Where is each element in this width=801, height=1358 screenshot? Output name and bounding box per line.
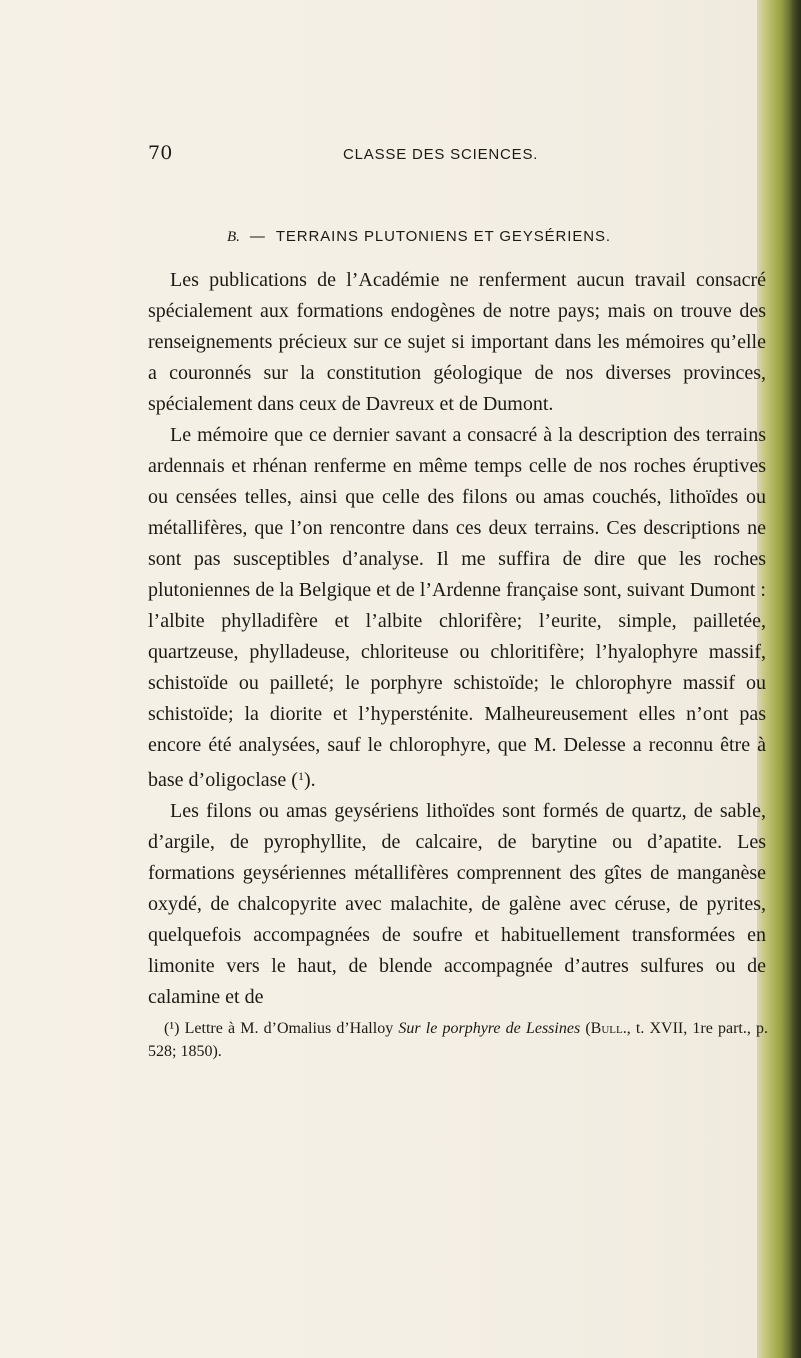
footnote-marker: (¹) (164, 1020, 180, 1037)
paragraph-2-end: ). (303, 769, 316, 791)
paragraph-2 (148, 420, 766, 796)
section-heading: TERRAINS PLUTONIENS ET GEYSÉRIENS. (275, 228, 611, 245)
section-title (227, 228, 747, 246)
body-text (148, 265, 766, 1013)
footnote (148, 1017, 768, 1063)
running-head: CLASSE DES SCIENCES. (343, 146, 539, 163)
paragraph-1: Les publications de l’Académie ne renferment aucun travail consacré spécialement aux formations endogènes de notre pays; mais on trouve des renseignements précieux sur ce sujet si important dans les mémoires qu’elle a couronnés sur la constitution géologique de nos diverses provinces, spécialement dans ceux de Davreux et de Dumont. (148, 269, 766, 415)
page-header (148, 142, 758, 166)
footnote-reference: 1 (297, 769, 304, 783)
paragraph-3: Les filons ou amas geysériens lithoïdes sont formés de quartz, de sable, d’argile, de pyrophyllite, de calcaire, de barytine ou d’apatite. Les formations geysériennes métallifères comprennent des gîtes de manganèse oxydé, de chalcopyrite avec malachite, de galène avec céruse, de pyrites, quelquefois accompagnées de soufre et habituellement transformées en limonite vers le haut, de blende accompagnée d’autres sulfures ou de calamine et de (148, 800, 766, 1008)
page-number: 70 (148, 142, 173, 164)
footnote-title: Sur le porphyre de Lessines (398, 1020, 581, 1037)
section-letter: B. (227, 229, 240, 245)
footnote-text-mid: ( (585, 1020, 591, 1037)
page-edge-shadow (791, 0, 801, 1358)
section-dash: — (249, 228, 266, 245)
footnote-text-after: , t. XVII, 1re part., p. 528; 1850). (148, 1020, 769, 1060)
footnote-text (148, 1017, 768, 1063)
paragraph-2-text: Le mémoire que ce dernier savant a consacré à la description des terrains ardennais et rhénan renferme en même temps celle de nos roches éruptives ou censées telles, ainsi que celle des filons ou amas couchés, lithoïdes ou métallifères, que l’on rencontre dans ces deux terrains. Ces descriptions ne sont pas susceptibles d’analyse. Il me suffira de dire que les roches plutoniennes de la Belgique et de l’Ardenne française sont, suivant Dumont : l’albite phylladifère et l’albite chlorifère; l’eurite, simple, pailletée, quartzeuse, phylladeuse, chloriteuse ou chloritifère; l’hyalophyre massif, schistoïde ou pailleté; le porphyre schistoïde; le chlorophyre massif ou schistoïde; la diorite et l’hypersténite. Malheureusement elles n’ont pas encore été analysées, sauf le chlorophyre, que M. Delesse a reconnu être à base d’oligoclase ( (148, 424, 766, 791)
footnote-journal: Bull. (590, 1020, 627, 1037)
footnote-text-before: Lettre à M. d’Omalius d’Halloy (184, 1020, 394, 1037)
